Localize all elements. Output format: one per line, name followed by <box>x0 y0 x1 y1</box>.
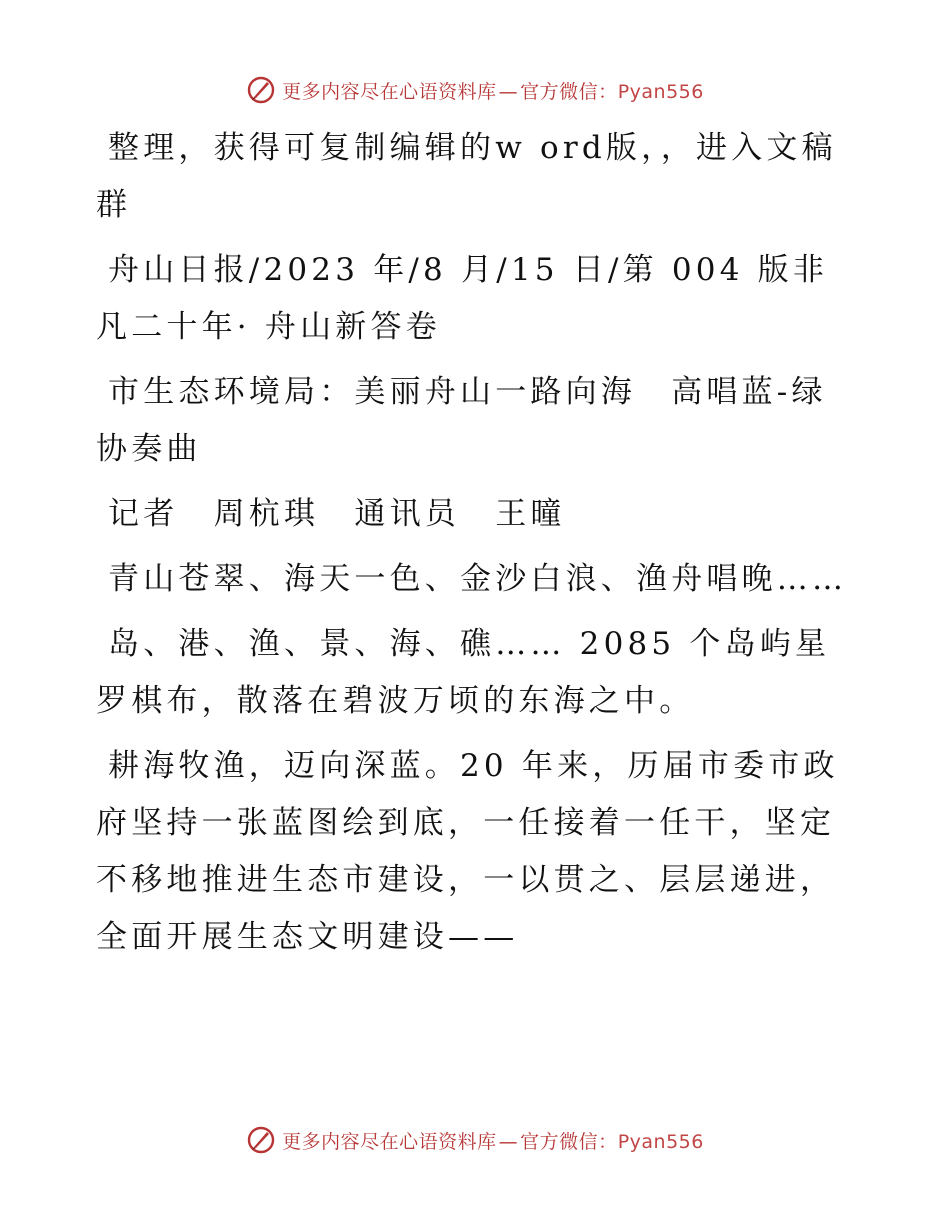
article-byline: 记者 周杭琪 通讯员 王曈 <box>108 496 566 532</box>
header-watermark <box>0 70 950 110</box>
article-headline: 市生态环境局：美丽舟山一路向海 高唱蓝-绿协奏曲 <box>96 374 827 467</box>
watermark-text: 更多内容尽在心语资料库 — 官方微信：Pyan556 <box>282 80 704 103</box>
quill-pen-logo-icon <box>246 1125 276 1155</box>
paragraph-body-3: 耕海牧渔，迈向深蓝。20 年来，历届市委市政府坚持一张蓝图绘到底，一任接着一任干，坚定不移地推进生态市建设，一以贯之、层层递进，全面开展生态文明建设—— <box>96 748 839 955</box>
paragraph-source: 舟山日报/2023 年/8 月/15 日/第 004 版非凡二十年· 舟山新答卷 <box>96 252 829 345</box>
paragraph-intro: 整理，获得可复制编辑的w ord版，，进入文稿群 <box>96 130 837 223</box>
quill-pen-logo-icon <box>246 75 276 105</box>
paragraph-body-1: 青山苍翠、海天一色、金沙白浪、渔舟唱晚…… <box>108 561 848 597</box>
watermark-text: 更多内容尽在心语资料库 — 官方微信：Pyan556 <box>282 1130 704 1153</box>
footer-watermark <box>0 1120 950 1160</box>
paragraph-body-2: 岛、港、渔、景、海、礁…… 2085 个岛屿星罗棋布，散落在碧波万顷的东海之中。 <box>96 626 831 719</box>
document-body <box>96 120 856 974</box>
